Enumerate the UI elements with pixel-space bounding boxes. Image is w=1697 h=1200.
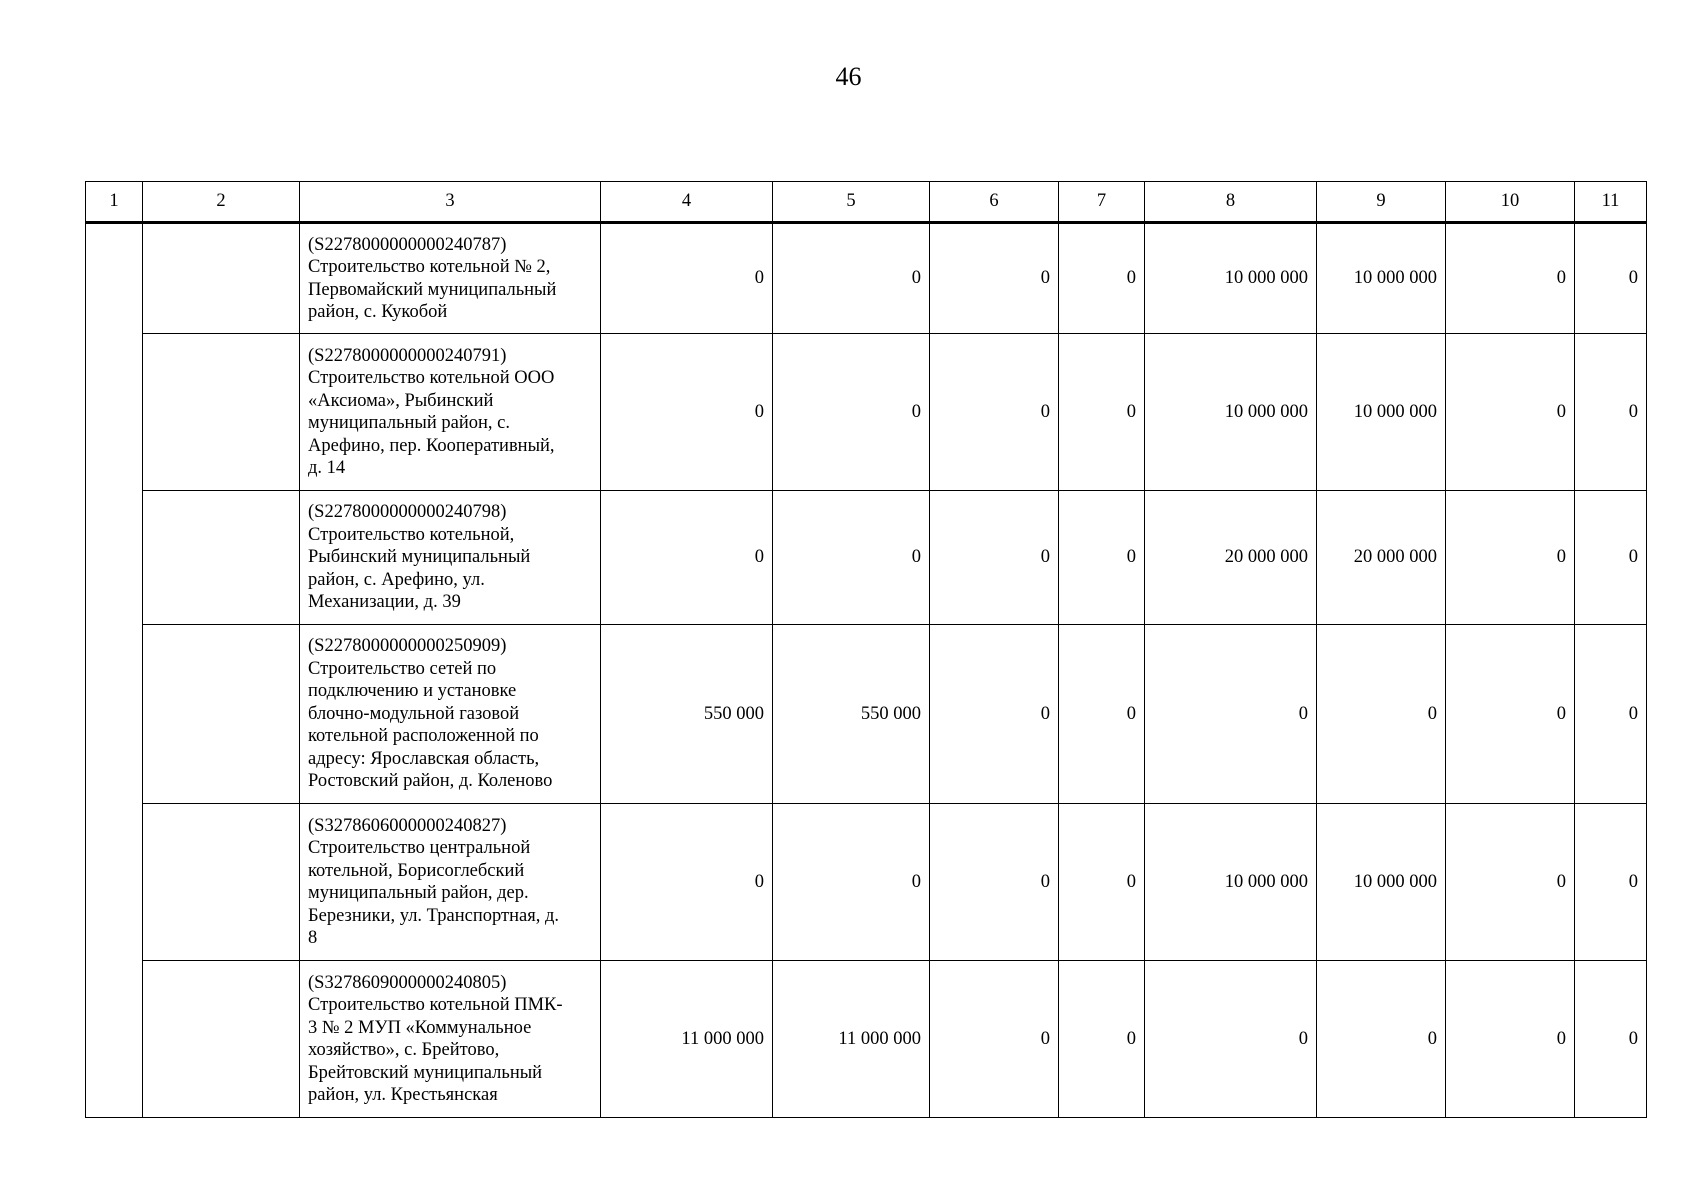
column-header-10: 10 [1446, 182, 1575, 223]
value-col10: 0 [1446, 491, 1575, 625]
header-row [86, 182, 1647, 223]
description-line: муниципальный район, дер. [308, 883, 529, 903]
description-line: Строительство котельной № 2, [308, 257, 551, 277]
value-col4: 0 [601, 804, 773, 961]
description-line: Строительство сетей по [308, 658, 497, 679]
value-col7: 0 [1059, 961, 1145, 1118]
value-col6: 0 [930, 223, 1059, 334]
cell-col2 [143, 334, 300, 491]
description-line: Ростовский район, д. Коленово [308, 771, 553, 792]
description-line: хозяйство», с. Брейтово, [308, 1040, 500, 1060]
description-line: Арефино, пер. Кооперативный, [308, 435, 555, 456]
column-header-1: 1 [86, 182, 143, 223]
object-code: (S2278000000000240787) [308, 234, 507, 255]
value-col5: 11 000 000 [773, 961, 930, 1118]
value-col11: 0 [1575, 961, 1647, 1118]
description-line: 3 № 2 МУП «Коммунальное [308, 1017, 532, 1038]
column-header-6: 6 [930, 182, 1059, 223]
description-line: «Аксиома», Рыбинский [308, 390, 494, 411]
value-col4: 11 000 000 [601, 961, 773, 1118]
description-line: Строительство котельной, [308, 524, 515, 545]
value-col11: 0 [1575, 223, 1647, 334]
value-col6: 0 [930, 804, 1059, 961]
value-col6: 0 [930, 961, 1059, 1118]
value-col10: 0 [1446, 625, 1575, 804]
value-col6: 0 [930, 491, 1059, 625]
value-col8: 10 000 000 [1145, 334, 1317, 491]
budget-table [85, 181, 1647, 1118]
column-header-4: 4 [601, 182, 773, 223]
value-col10: 0 [1446, 223, 1575, 334]
value-col8: 20 000 000 [1145, 491, 1317, 625]
column-header-8: 8 [1145, 182, 1317, 223]
description-line: подключению и установке [308, 681, 517, 702]
description-line: котельной, Борисоглебский [308, 860, 525, 881]
description-line: район, ул. Крестьянская [308, 1085, 498, 1105]
value-col8: 0 [1145, 625, 1317, 804]
description-cell [300, 625, 601, 804]
column-header-11: 11 [1575, 182, 1647, 223]
value-col11: 0 [1575, 804, 1647, 961]
value-col11: 0 [1575, 491, 1647, 625]
value-col10: 0 [1446, 334, 1575, 491]
value-col7: 0 [1059, 334, 1145, 491]
value-col9: 0 [1317, 625, 1446, 804]
description-line: район, с. Арефино, ул. [308, 569, 485, 590]
description-line: Механизации, д. 39 [308, 592, 461, 613]
value-col4: 0 [601, 491, 773, 625]
value-col10: 0 [1446, 804, 1575, 961]
value-col9: 20 000 000 [1317, 491, 1446, 625]
description-line: Строительство центральной [308, 838, 531, 858]
value-col11: 0 [1575, 625, 1647, 804]
value-col9: 10 000 000 [1317, 223, 1446, 334]
object-code: (S3278609000000240805) [308, 972, 507, 993]
description-line: Первомайский муниципальный [308, 279, 557, 300]
description-line: район, с. Кукобой [308, 302, 448, 322]
value-col8: 10 000 000 [1145, 223, 1317, 334]
value-col5: 0 [773, 223, 930, 334]
value-col8: 10 000 000 [1145, 804, 1317, 961]
cell-col2 [143, 223, 300, 334]
table-row [86, 223, 1647, 334]
value-col7: 0 [1059, 223, 1145, 334]
cell-col2 [143, 491, 300, 625]
value-col11: 0 [1575, 334, 1647, 491]
value-col7: 0 [1059, 491, 1145, 625]
cell-col2 [143, 804, 300, 961]
value-col10: 0 [1446, 961, 1575, 1118]
object-code: (S2278000000000240791) [308, 345, 507, 366]
description-line: 8 [308, 928, 318, 948]
column-header-7: 7 [1059, 182, 1145, 223]
value-col9: 10 000 000 [1317, 804, 1446, 961]
description-line: Брейтовский муниципальный [308, 1062, 543, 1083]
merged-cell-col1 [86, 223, 143, 1118]
description-line: Березники, ул. Транспортная, д. [308, 905, 560, 926]
description-cell [300, 491, 601, 625]
description-line: муниципальный район, с. [308, 413, 510, 433]
value-col6: 0 [930, 334, 1059, 491]
value-col9: 0 [1317, 961, 1446, 1118]
value-col7: 0 [1059, 804, 1145, 961]
value-col6: 0 [930, 625, 1059, 804]
description-cell [300, 334, 601, 491]
table-row [86, 804, 1647, 961]
column-header-5: 5 [773, 182, 930, 223]
object-code: (S2278000000000240798) [308, 502, 507, 523]
page-number: 46 [835, 62, 862, 91]
description-line: Строительство котельной ООО [308, 368, 555, 388]
description-cell [300, 223, 601, 334]
table-row [86, 334, 1647, 491]
column-header-2: 2 [143, 182, 300, 223]
value-col7: 0 [1059, 625, 1145, 804]
object-code: (S2278000000000250909) [308, 636, 507, 657]
description-cell [300, 961, 601, 1118]
value-col8: 0 [1145, 961, 1317, 1118]
value-col4: 0 [601, 334, 773, 491]
table-row [86, 491, 1647, 625]
value-col5: 550 000 [773, 625, 930, 804]
cell-col2 [143, 961, 300, 1118]
value-col4: 0 [601, 223, 773, 334]
column-header-9: 9 [1317, 182, 1446, 223]
value-col5: 0 [773, 334, 930, 491]
value-col9: 10 000 000 [1317, 334, 1446, 491]
value-col5: 0 [773, 491, 930, 625]
table-row [86, 961, 1647, 1118]
description-line: адресу: Ярославская область, [308, 748, 540, 769]
table-row [86, 625, 1647, 804]
description-line: блочно-модульной газовой [308, 703, 520, 724]
description-line: Строительство котельной ПМК- [308, 995, 563, 1015]
description-line: котельной расположенной по [308, 726, 539, 747]
cell-col2 [143, 625, 300, 804]
description-line: Рыбинский муниципальный [308, 547, 531, 568]
description-cell [300, 804, 601, 961]
object-code: (S3278606000000240827) [308, 815, 507, 836]
column-header-3: 3 [300, 182, 601, 223]
value-col5: 0 [773, 804, 930, 961]
value-col4: 550 000 [601, 625, 773, 804]
description-line: д. 14 [308, 458, 346, 478]
